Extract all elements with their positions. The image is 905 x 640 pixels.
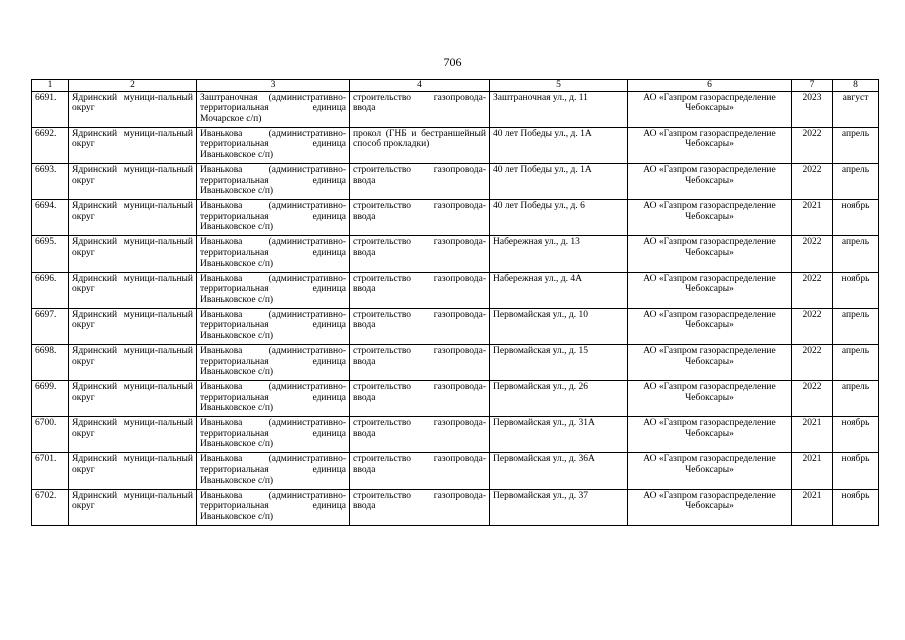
row-number: 6698. — [32, 344, 69, 380]
year-cell: 2022 — [792, 127, 833, 163]
gas-pipeline-table — [31, 79, 879, 526]
district-cell: Ядринский муници-пальный округ — [69, 236, 197, 272]
month-cell: апрель — [833, 308, 879, 344]
column-header: 6 — [628, 80, 792, 92]
row-number: 6696. — [32, 272, 69, 308]
locality-cell: Иванькова (административно-территориальная единица Иваньковское с/п) — [197, 489, 350, 525]
table-row — [32, 489, 879, 525]
locality-cell: Иванькова (административно-территориальная единица Иваньковское с/п) — [197, 344, 350, 380]
table-row — [32, 91, 879, 127]
year-cell: 2021 — [792, 200, 833, 236]
organization-cell: АО «Газпром газораспределение Чебоксары» — [628, 489, 792, 525]
organization-cell: АО «Газпром газораспределение Чебоксары» — [628, 417, 792, 453]
column-header: 4 — [350, 80, 490, 92]
column-header: 8 — [833, 80, 879, 92]
locality-cell: Иванькова (административно-территориальная единица Иваньковское с/п) — [197, 381, 350, 417]
row-number: 6695. — [32, 236, 69, 272]
organization-cell: АО «Газпром газораспределение Чебоксары» — [628, 236, 792, 272]
row-number: 6693. — [32, 163, 69, 199]
row-number: 6700. — [32, 417, 69, 453]
address-cell: Набережная ул., д. 4А — [490, 272, 628, 308]
table-row — [32, 272, 879, 308]
month-cell: август — [833, 91, 879, 127]
district-cell: Ядринский муници-пальный округ — [69, 200, 197, 236]
column-header: 7 — [792, 80, 833, 92]
work-type-cell: строительство газопровода-ввода — [350, 381, 490, 417]
row-number: 6691. — [32, 91, 69, 127]
address-cell: Первомайская ул., д. 15 — [490, 344, 628, 380]
locality-cell: Иванькова (административно-территориальная единица Иваньковское с/п) — [197, 200, 350, 236]
organization-cell: АО «Газпром газораспределение Чебоксары» — [628, 344, 792, 380]
address-cell: 40 лет Победы ул., д. 1А — [490, 163, 628, 199]
locality-cell: Иванькова (административно-территориальная единица Иваньковское с/п) — [197, 453, 350, 489]
address-cell: Набережная ул., д. 13 — [490, 236, 628, 272]
month-cell: апрель — [833, 163, 879, 199]
table-row — [32, 417, 879, 453]
work-type-cell: строительство газопровода-ввода — [350, 417, 490, 453]
year-cell: 2021 — [792, 453, 833, 489]
column-header: 3 — [197, 80, 350, 92]
district-cell: Ядринский муници-пальный округ — [69, 127, 197, 163]
district-cell: Ядринский муници-пальный округ — [69, 344, 197, 380]
address-cell: Первомайская ул., д. 26 — [490, 381, 628, 417]
month-cell: ноябрь — [833, 200, 879, 236]
year-cell: 2022 — [792, 272, 833, 308]
organization-cell: АО «Газпром газораспределение Чебоксары» — [628, 200, 792, 236]
locality-cell: Иванькова (административно-территориальная единица Иваньковское с/п) — [197, 417, 350, 453]
district-cell: Ядринский муници-пальный округ — [69, 489, 197, 525]
column-header: 2 — [69, 80, 197, 92]
district-cell: Ядринский муници-пальный округ — [69, 381, 197, 417]
district-cell: Ядринский муници-пальный округ — [69, 308, 197, 344]
organization-cell: АО «Газпром газораспределение Чебоксары» — [628, 381, 792, 417]
header-row — [32, 80, 879, 92]
organization-cell: АО «Газпром газораспределение Чебоксары» — [628, 308, 792, 344]
district-cell: Ядринский муници-пальный округ — [69, 417, 197, 453]
work-type-cell: строительство газопровода-ввода — [350, 91, 490, 127]
year-cell: 2022 — [792, 308, 833, 344]
work-type-cell: строительство газопровода-ввода — [350, 236, 490, 272]
locality-cell: Иванькова (административно-территориальная единица Иваньковское с/п) — [197, 236, 350, 272]
row-number: 6702. — [32, 489, 69, 525]
month-cell: ноябрь — [833, 272, 879, 308]
month-cell: апрель — [833, 381, 879, 417]
locality-cell: Заштраночная (административно-территориальная единица Мочарское с/п) — [197, 91, 350, 127]
district-cell: Ядринский муници-пальный округ — [69, 91, 197, 127]
row-number: 6697. — [32, 308, 69, 344]
month-cell: апрель — [833, 236, 879, 272]
organization-cell: АО «Газпром газораспределение Чебоксары» — [628, 163, 792, 199]
address-cell: Первомайская ул., д. 37 — [490, 489, 628, 525]
year-cell: 2022 — [792, 163, 833, 199]
table-row — [32, 308, 879, 344]
year-cell: 2023 — [792, 91, 833, 127]
work-type-cell: прокол (ГНБ и бестраншейный способ прокладки) — [350, 127, 490, 163]
address-cell: Заштраночная ул., д. 11 — [490, 91, 628, 127]
page-number: 706 — [443, 55, 462, 69]
work-type-cell: строительство газопровода-ввода — [350, 344, 490, 380]
district-cell: Ядринский муници-пальный округ — [69, 163, 197, 199]
organization-cell: АО «Газпром газораспределение Чебоксары» — [628, 453, 792, 489]
address-cell: Первомайская ул., д. 10 — [490, 308, 628, 344]
row-number: 6699. — [32, 381, 69, 417]
organization-cell: АО «Газпром газораспределение Чебоксары» — [628, 91, 792, 127]
address-cell: 40 лет Победы ул., д. 1А — [490, 127, 628, 163]
address-cell: Первомайская ул., д. 36А — [490, 453, 628, 489]
work-type-cell: строительство газопровода-ввода — [350, 489, 490, 525]
locality-cell: Иванькова (административно-территориальная единица Иваньковское с/п) — [197, 163, 350, 199]
table-row — [32, 127, 879, 163]
month-cell: ноябрь — [833, 489, 879, 525]
row-number: 6694. — [32, 200, 69, 236]
district-cell: Ядринский муници-пальный округ — [69, 453, 197, 489]
work-type-cell: строительство газопровода-ввода — [350, 163, 490, 199]
organization-cell: АО «Газпром газораспределение Чебоксары» — [628, 127, 792, 163]
year-cell: 2022 — [792, 381, 833, 417]
row-number: 6692. — [32, 127, 69, 163]
table-row — [32, 200, 879, 236]
month-cell: апрель — [833, 344, 879, 380]
table-row — [32, 236, 879, 272]
work-type-cell: строительство газопровода-ввода — [350, 308, 490, 344]
table-row — [32, 381, 879, 417]
work-type-cell: строительство газопровода-ввода — [350, 200, 490, 236]
address-cell: Первомайская ул., д. 31А — [490, 417, 628, 453]
work-type-cell: строительство газопровода-ввода — [350, 272, 490, 308]
locality-cell: Иванькова (административно-территориальная единица Иваньковское с/п) — [197, 127, 350, 163]
month-cell: ноябрь — [833, 417, 879, 453]
address-cell: 40 лет Победы ул., д. 6 — [490, 200, 628, 236]
table-row — [32, 453, 879, 489]
column-header: 5 — [490, 80, 628, 92]
locality-cell: Иванькова (административно-территориальная единица Иваньковское с/п) — [197, 272, 350, 308]
year-cell: 2022 — [792, 344, 833, 380]
month-cell: апрель — [833, 127, 879, 163]
month-cell: ноябрь — [833, 453, 879, 489]
column-header: 1 — [32, 80, 69, 92]
work-type-cell: строительство газопровода-ввода — [350, 453, 490, 489]
row-number: 6701. — [32, 453, 69, 489]
table-row — [32, 163, 879, 199]
year-cell: 2022 — [792, 236, 833, 272]
locality-cell: Иванькова (административно-территориальная единица Иваньковское с/п) — [197, 308, 350, 344]
district-cell: Ядринский муници-пальный округ — [69, 272, 197, 308]
year-cell: 2021 — [792, 489, 833, 525]
year-cell: 2021 — [792, 417, 833, 453]
organization-cell: АО «Газпром газораспределение Чебоксары» — [628, 272, 792, 308]
table-row — [32, 344, 879, 380]
